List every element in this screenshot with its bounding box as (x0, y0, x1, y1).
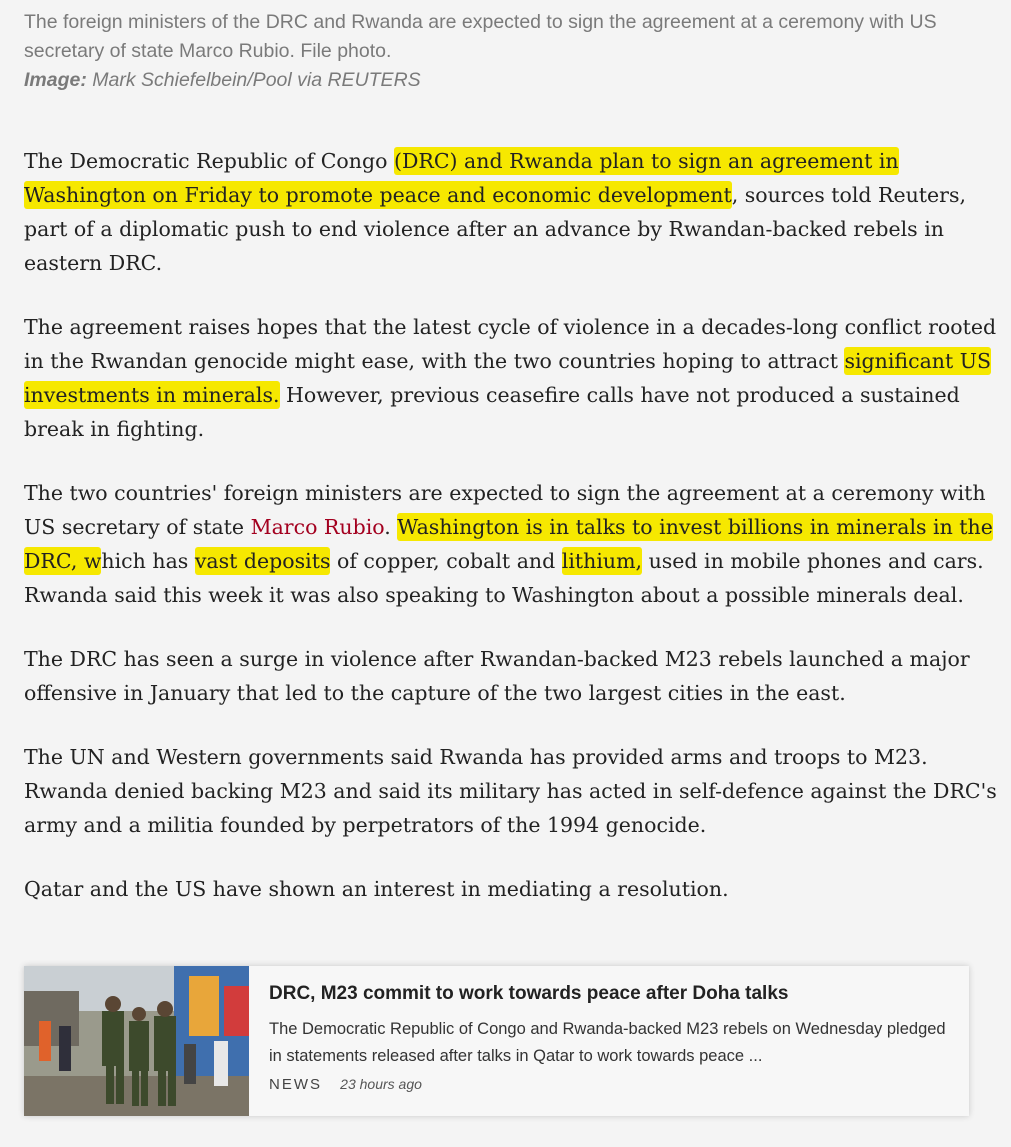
p2-text-a: The agreement raises hopes that the latest cycle of violence in a decades-long conflict rooted in the Rwandan genocide might ease, with the two countries hoping to attract (24, 315, 997, 373)
caption-text: The foreign ministers of the DRC and Rwanda are expected to sign the agreement at a ceremony with US secretary of state Marco Rubio. File photo. (24, 11, 937, 62)
paragraph-5: The UN and Western governments said Rwanda has provided arms and troops to M23. Rwanda denied backing M23 and said its military has acted in self-defence against the DRC's army and a militia founded by perpetrators of the 1994 genocide. (24, 745, 997, 837)
paragraph-1 (24, 144, 999, 280)
image-caption (24, 8, 984, 95)
p3-text-c: hich has (101, 549, 195, 573)
related-article-card[interactable] (24, 966, 969, 1116)
category-label[interactable]: NEWS (269, 1076, 322, 1093)
credit-label: Image: (24, 69, 87, 91)
highlight-vast-deposits: vast deposits (194, 549, 331, 573)
highlight-investments: significant US investments in minerals. (24, 349, 992, 407)
soldiers-photo-icon (24, 966, 249, 1116)
image-credit (24, 66, 984, 95)
paragraph-2 (24, 310, 999, 446)
p3-text-b: . (384, 515, 398, 539)
p1-text-a: The Democratic Republic of Congo (24, 149, 394, 173)
credit-text: Mark Schiefelbein/Pool via REUTERS (86, 69, 421, 91)
highlight-agreement: (DRC) and Rwanda plan to sign an agreement in Washington on Friday to promote peace and economic development (24, 149, 899, 207)
highlight-washington-talks: Washington is in talks to invest billions in minerals in the DRC, w (24, 515, 993, 573)
timestamp: 23 hours ago (340, 1076, 422, 1092)
related-article-meta (269, 1076, 959, 1093)
p3-text-a: The two countries' foreign ministers are expected to sign the agreement at a ceremony with US secretary of state (24, 481, 986, 539)
related-article-text (269, 980, 959, 1093)
paragraph-4: The DRC has seen a surge in violence after Rwandan-backed M23 rebels launched a major offensive in January that led to the capture of the two largest cities in the east. (24, 647, 970, 705)
paragraph-3 (24, 476, 999, 612)
p3-text-e: used in mobile phones and cars. Rwanda said this week it was also speaking to Washington about a possible minerals deal. (24, 549, 984, 607)
marco-rubio-link[interactable]: Marco Rubio (250, 515, 385, 539)
highlight-lithium: lithium, (561, 549, 643, 573)
p2-text-b: However, previous ceasefire calls have not produced a sustained break in fighting. (24, 383, 960, 441)
p3-text-d: of copper, cobalt and (330, 549, 562, 573)
p1-text-b: , sources told Reuters, part of a diplomatic push to end violence after an advance by Rwandan-backed rebels in eastern DRC. (24, 183, 967, 275)
related-article-summary: The Democratic Republic of Congo and Rwanda-backed M23 rebels on Wednesday pledged in statements released after talks in Qatar to work towards peace ... (269, 1020, 946, 1065)
related-article-title[interactable]: DRC, M23 commit to work towards peace after Doha talks (269, 983, 789, 1004)
article-body (24, 144, 999, 936)
paragraph-6: Qatar and the US have shown an interest in mediating a resolution. (24, 877, 729, 901)
related-article-thumbnail[interactable] (24, 966, 249, 1116)
